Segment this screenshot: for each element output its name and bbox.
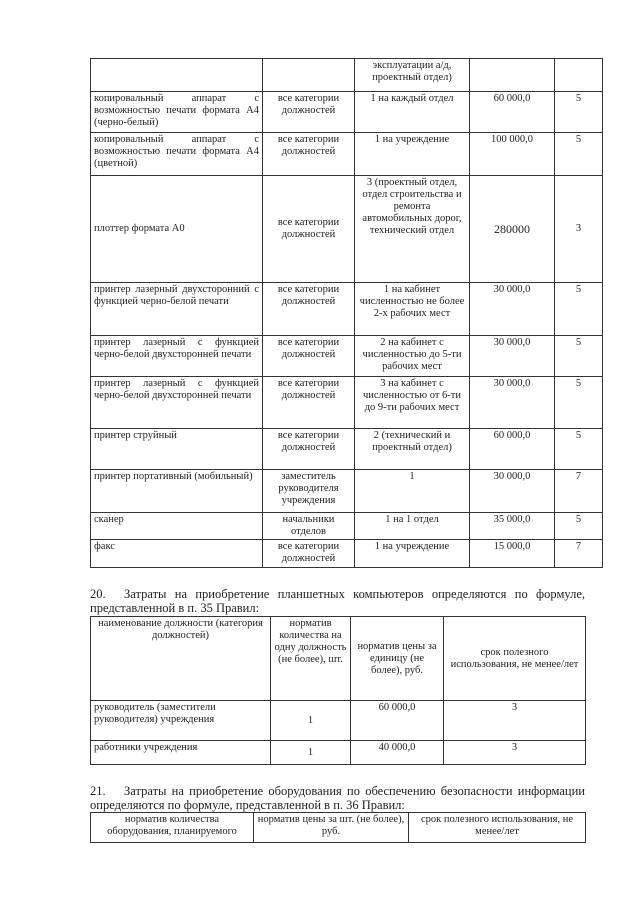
- cell-norm: 1 на учреждение: [355, 540, 470, 568]
- table-header-row: [91, 617, 586, 701]
- table-row: [91, 540, 603, 568]
- cell-price: 15 000,0: [470, 540, 555, 568]
- cell-category: начальники отделов: [263, 513, 355, 540]
- header-price: норматив цены за единицу (не более), руб.: [351, 617, 444, 701]
- table-row: [91, 377, 603, 429]
- cell-qty: 1: [271, 701, 351, 741]
- cell-years: 7: [555, 470, 603, 513]
- table-row: [91, 92, 603, 133]
- cell-price: 100 000,0: [470, 133, 555, 176]
- table-row: [91, 176, 603, 283]
- cell-norm: 2 (технический и проектный отдел): [355, 429, 470, 470]
- cell-price: 30 000,0: [470, 377, 555, 429]
- header-quantity: норматив количества оборудования, планируемого: [91, 813, 254, 843]
- cell-name: плоттер формата А0: [91, 176, 263, 283]
- cell-category: все категории должностей: [263, 133, 355, 176]
- equipment-table: [90, 58, 603, 568]
- cell-name: принтер портативный (мобильный): [91, 470, 263, 513]
- tablets-table: [90, 616, 586, 765]
- paragraph-21: [90, 784, 585, 812]
- cell-category: все категории должностей: [263, 377, 355, 429]
- paragraph-20: [90, 587, 585, 615]
- cell-price: 60 000,0: [470, 92, 555, 133]
- paragraph-number: 21.: [90, 784, 106, 798]
- cell-price: 30 000,0: [470, 470, 555, 513]
- cell-name: принтер струйный: [91, 429, 263, 470]
- table-row: [91, 133, 603, 176]
- cell-price: 35 000,0: [470, 513, 555, 540]
- cell-name: руководитель (заместители руководителя) учреждения: [91, 701, 271, 741]
- cell-years: 3: [444, 741, 586, 765]
- cell-norm: 1: [355, 470, 470, 513]
- cell-category: [263, 59, 355, 92]
- cell-years: 3: [444, 701, 586, 741]
- cell-name: факс: [91, 540, 263, 568]
- cell-norm: 2 на кабинет с численностью до 5-ти рабочих мест: [355, 336, 470, 377]
- paragraph-text: Затраты на приобретение планшетных компьютеров определяются по формуле, представленной в п. 35 Правил:: [90, 587, 585, 615]
- cell-norm: 3 на кабинет с численностью от 6-ти до 9-ти рабочих мест: [355, 377, 470, 429]
- cell-price: 60 000,0: [351, 701, 444, 741]
- cell-category: все категории должностей: [263, 336, 355, 377]
- cell-name: принтер лазерный двухсторонний с функцией черно-белой печати: [91, 283, 263, 336]
- cell-years: 5: [555, 377, 603, 429]
- table-row: [91, 429, 603, 470]
- cell-category: все категории должностей: [263, 429, 355, 470]
- header-quantity: норматив количества на одну должность (не более), шт.: [271, 617, 351, 701]
- security-equipment-table: [90, 812, 586, 843]
- table-row: [91, 470, 603, 513]
- header-position: наименование должности (категория должностей): [91, 617, 271, 701]
- cell-years: 5: [555, 513, 603, 540]
- table-row: [91, 513, 603, 540]
- cell-norm: эксплуатации а/д, проектный отдел): [355, 59, 470, 92]
- cell-years: 5: [555, 283, 603, 336]
- header-useful-life: срок полезного использования, не менее/лет: [444, 617, 586, 701]
- cell-name: принтер лазерный с функцией черно-белой двухсторонней печати: [91, 377, 263, 429]
- cell-qty: 1: [271, 741, 351, 765]
- cell-years: 5: [555, 92, 603, 133]
- cell-years: 7: [555, 540, 603, 568]
- cell-years: [555, 59, 603, 92]
- cell-category: заместитель руководителя учреждения: [263, 470, 355, 513]
- cell-name: работники учреждения: [91, 741, 271, 765]
- cell-price: 60 000,0: [470, 429, 555, 470]
- cell-price: [470, 59, 555, 92]
- table-row: [91, 336, 603, 377]
- cell-category: все категории должностей: [263, 92, 355, 133]
- cell-norm: 1 на 1 отдел: [355, 513, 470, 540]
- cell-name: [91, 59, 263, 92]
- cell-years: 5: [555, 133, 603, 176]
- cell-name: копировальный аппарат с возможностью печати формата А4 (черно-белый): [91, 92, 263, 133]
- cell-price: 30 000,0: [470, 283, 555, 336]
- cell-years: 3: [555, 176, 603, 283]
- cell-price: 280000: [470, 176, 555, 283]
- header-useful-life: срок полезного использования, не менее/лет: [409, 813, 586, 843]
- cell-name: сканер: [91, 513, 263, 540]
- cell-years: 5: [555, 336, 603, 377]
- cell-name: копировальный аппарат с возможностью печати формата А4 (цветной): [91, 133, 263, 176]
- cell-norm: 1 на учреждение: [355, 133, 470, 176]
- cell-price: 30 000,0: [470, 336, 555, 377]
- cell-category: все категории должностей: [263, 283, 355, 336]
- table-row: [91, 741, 586, 765]
- table-row: [91, 701, 586, 741]
- cell-name: принтер лазерный с функцией черно-белой двухсторонней печати: [91, 336, 263, 377]
- table-header-row: [91, 813, 586, 843]
- paragraph-number: 20.: [90, 587, 106, 601]
- header-price: норматив цены за шт. (не более), руб.: [254, 813, 409, 843]
- paragraph-text: Затраты на приобретение оборудования по обеспечению безопасности информации определяются по формуле, представленной в п. 36 Правил:: [90, 784, 585, 812]
- table-row: [91, 283, 603, 336]
- cell-norm: 3 (проектный отдел, отдел строительства и ремонта автомобильных дорог, технический отдел: [355, 176, 470, 283]
- cell-norm: 1 на каждый отдел: [355, 92, 470, 133]
- cell-years: 5: [555, 429, 603, 470]
- cell-norm: 1 на кабинет численностью не более 2-х рабочих мест: [355, 283, 470, 336]
- cell-category: все категории должностей: [263, 176, 355, 283]
- table-row: [91, 59, 603, 92]
- cell-category: все категории должностей: [263, 540, 355, 568]
- cell-price: 40 000,0: [351, 741, 444, 765]
